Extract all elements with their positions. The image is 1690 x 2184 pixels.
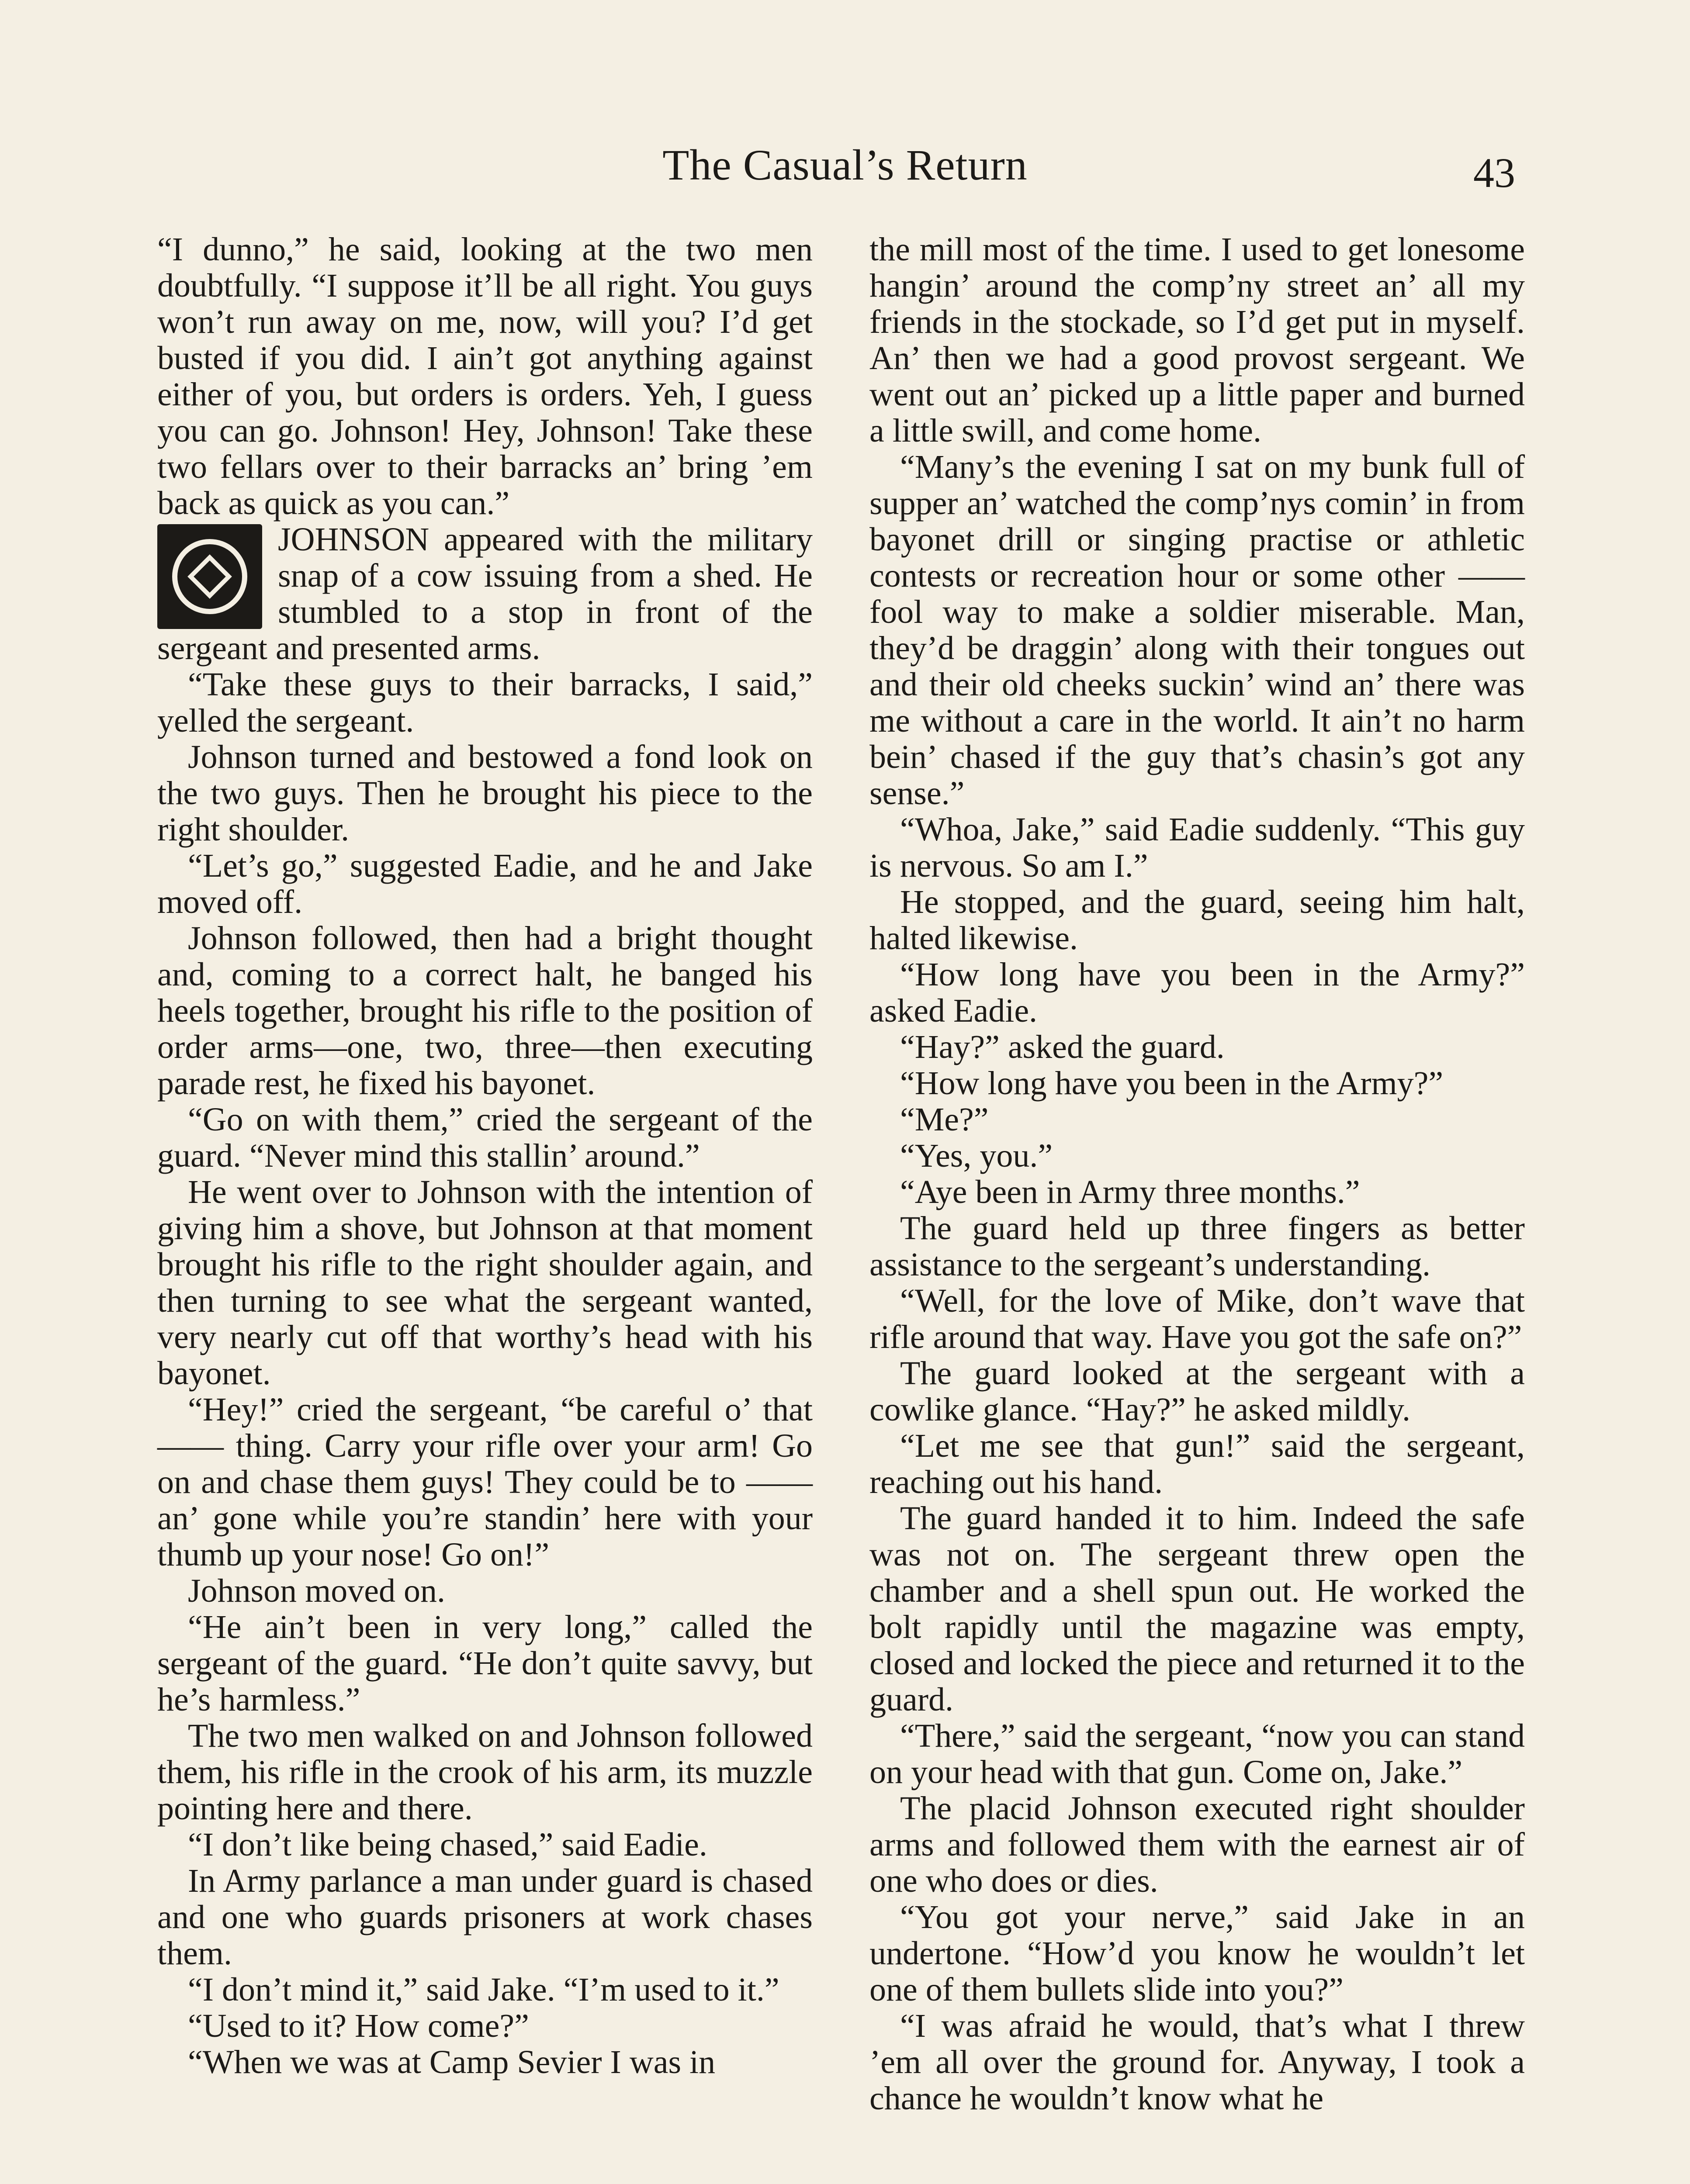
paragraph: the mill most of the time. I used to get lonesome hangin’ around the comp’ny street an’ all my friends in the stockade, so I’d get put in myself. An’ then we had a good provost sergeant. We went out an’ picked up a little paper and burned a little swill, and come home. [869, 231, 1525, 449]
paragraph: In Army parlance a man under guard is chased and one who guards prisoners at work chases them. [157, 1863, 813, 1972]
paragraph: Johnson followed, then had a bright thought and, coming to a correct halt, he banged his heels together, brought his rifle to the position of order arms—one, two, three—then executing parade rest, he fixed his bayonet. [157, 920, 813, 1102]
paragraph: “When we was at Camp Sevier I was in [188, 2044, 716, 2080]
paragraph: “I don’t like being chased,” said Eadie. [188, 1826, 707, 1863]
paragraph: “I don’t mind it,” said Jake. “I’m used to it.” [188, 1971, 779, 2008]
paragraph-with-drop-cap [157, 522, 813, 667]
paragraph: “Take these guys to their barracks, I said,” yelled the sergeant. [157, 666, 813, 739]
paragraph: “There,” said the sergeant, “now you can stand on your head with that gun. Come on, Jake.” [869, 1717, 1525, 1790]
paragraph: Johnson moved on. [188, 1572, 445, 1609]
paragraph: The guard looked at the sergeant with a cowlike glance. “Hay?” he asked mildly. [869, 1355, 1525, 1428]
article-body [157, 232, 1525, 2184]
paragraph: The guard handed it to him. Indeed the safe was not on. The sergeant threw open the chamber and a shell spun out. He worked the bolt rapidly until the magazine was empty, closed and locked the piece and returned it to the guard. [869, 1500, 1525, 1718]
paragraph: “Me?” [900, 1101, 989, 1138]
celtic-knot-ornament-icon [157, 524, 262, 629]
running-title: The Casual’s Return [662, 141, 1028, 189]
paragraph: “Aye been in Army three months.” [900, 1174, 1360, 1210]
page-number: 43 [1473, 149, 1515, 196]
paragraph: He stopped, and the guard, seeing him halt, halted likewise. [869, 884, 1525, 957]
paragraph: “Whoa, Jake,” said Eadie suddenly. “This guy is nervous. So am I.” [869, 811, 1525, 884]
paragraph: He went over to Johnson with the intention of giving him a shove, but Johnson at that moment brought his rifle to the right shoulder again, and then turning to see what the sergeant wanted, very nearly cut off that worthy’s head with his bayonet. [157, 1174, 813, 1392]
paragraph: “He ain’t been in very long,” called the sergeant of the guard. “He don’t quite savvy, but he’s harmless.” [157, 1609, 813, 1718]
paragraph: “How long have you been in the Army?” [900, 1065, 1444, 1102]
paragraph: “Hay?” asked the guard. [900, 1029, 1225, 1065]
paragraph: “Yes, you.” [900, 1137, 1053, 1174]
paragraph-text: JOHNSON appeared with the military snap of a cow issuing from a shed. He stumbled to a stop in front of the sergeant and presented arms. [157, 521, 813, 667]
paragraph: The guard held up three fingers as better assistance to the sergeant’s understanding. [869, 1210, 1525, 1283]
paragraph: “Well, for the love of Mike, don’t wave that rifle around that way. Have you got the safe on?” [869, 1282, 1525, 1355]
paragraph: “I dunno,” he said, looking at the two men doubtfully. “I suppose it’ll be all right. You guys won’t run away on me, now, will you? I’d get busted if you did. I ain’t got anything against either of you, but orders is orders. Yeh, I guess you can go. Johnson! Hey, Johnson! Take these two fellars over to their barracks an’ bring ’em back as quick as you can.” [157, 231, 813, 522]
left-column [157, 232, 813, 2184]
paragraph: “Let’s go,” suggested Eadie, and he and Jake moved off. [157, 847, 813, 920]
paragraph: “Hey!” cried the sergeant, “be careful o’ that —— thing. Carry your rifle over your arm! Go on and chase them guys! They could be to —— an’ gone while you’re standin’ here with your thumb up your nose! Go on!” [157, 1391, 813, 1573]
paragraph: “Let me see that gun!” said the sergeant, reaching out his hand. [869, 1427, 1525, 1500]
right-column [869, 232, 1525, 2184]
paragraph: “Used to it? How come?” [188, 2008, 529, 2044]
paragraph: “How long have you been in the Army?” asked Eadie. [869, 956, 1525, 1029]
paragraph: The placid Johnson executed right shoulder arms and followed them with the earnest air of one who does or dies. [869, 1790, 1525, 1899]
paragraph: The two men walked on and Johnson followed them, his rifle in the crook of his arm, its muzzle pointing here and there. [157, 1717, 813, 1827]
paragraph: “I was afraid he would, that’s what I threw ’em all over the ground for. Anyway, I took a chance he wouldn’t know what he [869, 2008, 1525, 2117]
paragraph: “Go on with them,” cried the sergeant of the guard. “Never mind this stallin’ around.” [157, 1101, 813, 1174]
paragraph: Johnson turned and bestowed a fond look on the two guys. Then he brought his piece to the right shoulder. [157, 739, 813, 848]
paragraph: “You got your nerve,” said Jake in an undertone. “How’d you know he wouldn’t let one of them bullets slide into you?” [869, 1899, 1525, 2008]
page-header [0, 131, 1690, 210]
paragraph: “Many’s the evening I sat on my bunk full of supper an’ watched the comp’nys comin’ in from bayonet drill or singing practise or athletic contests or recreation hour or some other —— fool way to make a soldier miserable. Man, they’d be draggin’ along with their tongues out and their old cheeks suckin’ wind an’ there was me without a care in the world. It ain’t no harm bein’ chased if the guy that’s chasin’s got any sense.” [869, 449, 1525, 812]
